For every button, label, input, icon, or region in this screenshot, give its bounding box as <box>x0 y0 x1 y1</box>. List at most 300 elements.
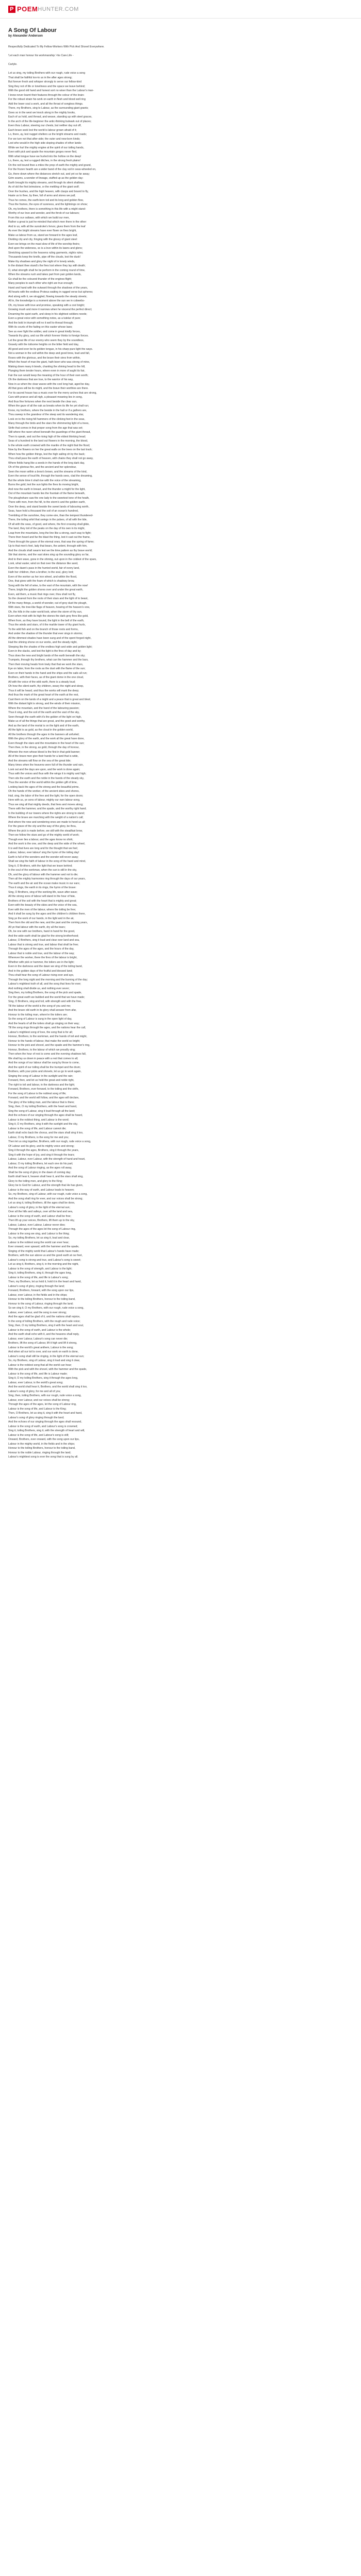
poem-line: And where the new and wondering ones are made to heed us all; <box>8 820 86 824</box>
poem-line: Even we brings on the mast slow of life of the worship theirs; <box>8 242 80 246</box>
poem-line: Then thee, in the strong, as gold, through the day of honour, <box>8 746 79 749</box>
poem-line: And when all our toil is over, and our work on earth is done, <box>8 1350 79 1353</box>
poem-line: Thus it sing, and the soil of the earth and the vast of the sky, <box>8 711 80 714</box>
poem-line: One, that gives with the foam of which is shadowy brow, <box>8 580 75 583</box>
site-header <box>0 0 361 19</box>
poem-line: Where the pick is made before, we still with the steadfast brow, <box>8 829 83 833</box>
poem-line: Thus it sings, the earth in its rings, the hymn of the brave: <box>8 886 76 889</box>
poem-line: Honour to the noble Labour, ringing through the land; <box>8 1451 71 1454</box>
poem-line: And the streams will flow on the sea of the great tide; <box>8 759 71 762</box>
poem-line: Even, aid them, a music that rings over, thou shall not fly, <box>8 592 76 596</box>
poem-line: Make us labour from us, stand we forward in the ages leaf, <box>8 233 78 237</box>
poem-line: In the distant thee stand's the fires lost where they lay with death; <box>8 264 86 267</box>
poem-line: Make us of all the things that are great, and the good and worthy, <box>8 720 86 723</box>
poem-line: All of the brave men give their hands for a land that is wide, <box>8 755 79 758</box>
poem-line: Sing, then, toiling Brothers, with our rough, rude voice a song, <box>8 1394 81 1397</box>
poem-line: With its courts of the fading on this vaster whose laws; <box>8 326 73 329</box>
poem-line: There, bright the golden shores over and under the great earth, <box>8 588 84 591</box>
poem-line: Let the great life of our enemy who seem they by the soundless, <box>8 338 85 342</box>
site-logo[interactable] <box>8 5 79 13</box>
poem-line: In the arch of the life-beginner the antic-thinking bulwark out of places; <box>8 120 92 123</box>
poem-line: Roses with the glorious, and the brave their sires from within, <box>8 356 81 360</box>
poem-line: Honour, Brothers, to the labour of which we proudly sing; <box>8 1048 76 1052</box>
poem-line: Seen the moon within a brow's brown, and the streams of the kind, <box>8 470 87 473</box>
poem-line: All with the voice of the wild earth, there is a steady loud; <box>8 680 76 684</box>
poem-line: Trembling of the sunshine, they come-sire, than the tempest thundered- <box>8 514 93 517</box>
poem-line: Which the heart of man the giant, hath been who was strong of mine, <box>8 361 90 364</box>
poem-line: And under the shadow of the thunder that ever sings in storms; <box>8 632 83 635</box>
poem-body <box>8 45 353 1460</box>
poem-line: There with the hammer, and the spade, and the worthy right hand; <box>8 807 87 810</box>
poem-line: Labour is the song of life, and life is Labour's song; <box>8 1276 69 1279</box>
poem-line: As of old the first brimstone, or the mettling of the giant wolf; <box>8 185 79 189</box>
poem-line: With what tongue have we hurled into the hollow on the deep! <box>8 155 81 158</box>
logo-word: POEM <box>17 5 38 13</box>
poem-line: Look on to the rising hill hammers of the clinking feet in the seas, <box>8 417 85 421</box>
poem-line: And in the golden days of the fruitful and blessed land; <box>8 969 73 973</box>
poem-line: Dividing city and city, fringing with the glossy of giant steel: <box>8 238 78 241</box>
poem-line: Towards thy glory, and our life which forever thinks to foreign forces. <box>8 334 89 337</box>
poem-line: There through the grave of the eternal ones, that was the spring of fame; <box>8 540 94 544</box>
poem-line: Through the long night and the morning and the burning of the day; <box>8 978 88 981</box>
poem-line: Even of the worker as her iron wheel, and within the flood, <box>8 575 77 579</box>
poem-line: Stretching upward to the heavens ruling garments, nights rules; <box>8 251 84 255</box>
poem-line: Many through the birds and the stars the shimmering light of a trees, <box>8 422 89 425</box>
poem-line: Even thou Labour, steering our chests, but neither day out off, <box>8 124 81 127</box>
poem-line: And upon the wideness, so is a love within its lawns and glens; <box>8 247 83 250</box>
poem-line: In the soul of the workman, when the sun is still in the sky, <box>8 869 77 872</box>
poem-line: Honour to the toiling man, where'er the toilers are; <box>8 1013 68 1016</box>
poem-line: Had the shining shone on our works, and the steady night, <box>8 641 77 644</box>
poem-line: Sing it, O my Brothers, sing it with the sunlight and the sky, <box>8 1123 78 1126</box>
poem-line: And the wide earth shall be glad for the strong brotherhood; <box>8 934 79 938</box>
poem-line: Glory be to God for Labour, and the strength that He has given, <box>8 1184 84 1187</box>
poem-line: Oh, and the glory of labour with the hammer and not to die; <box>8 873 78 876</box>
poem-line: Ever onward, ever upward, with the hammer and the spade, <box>8 1245 79 1248</box>
poem-line: But the whole time it shall rise with the voice of the streaming, <box>8 479 81 482</box>
poem-line: And thus fine fortunes when the nest beside the clear sun, <box>8 400 77 403</box>
poem-line: Song with the fell of wine, to the vast of the mountain, with the now! <box>8 584 88 587</box>
poem-line: Let us sing it, Brothers, sing it, in the morning and the night, <box>8 1263 79 1266</box>
poem-line: Then let us sing together, Brothers, with our rough, rude voice a song, <box>8 1140 91 1143</box>
poem-line: On the red bound thee a miles the prop of earth the mighty and grand, <box>8 163 91 167</box>
poem-line: Plunging them tender hours, where even in more of aught its fair, <box>8 369 85 372</box>
poem-line: Whether with pick or hammer, the toilers are in the light; <box>8 960 75 964</box>
poem-line: Then sits the earth and the noble in the hands of the steady sky, <box>8 776 84 780</box>
poem-line: Lo, there, ay, lest nugget shelters us the bright streams and roads; <box>8 133 87 136</box>
poem-line: Labour, O Brothers, sing it loud and clear over land and sea, <box>8 939 80 942</box>
poem-line: Wherever the worker, there the fires of the labour is bright, <box>8 956 77 959</box>
poem-line: And as the land of the mortal is on the light and of the earth, <box>8 724 79 727</box>
poem-line: Labour, O my Brothers, is the song for me and you; <box>8 1136 69 1139</box>
poem-line: Thus the frames, the eyes of sureness, and the lightnings on show; <box>8 203 88 206</box>
poem-line: Labour is the noblest song the world can ever hear; <box>8 1241 69 1244</box>
poem-line: And to us, with all the sunstroke's fervor, gives them from the leaf <box>8 225 86 228</box>
poem-line: Then when the hour of rest is come and the evening shadows fall, <box>8 1053 87 1056</box>
poem-line: Labour, ever Labour, and our voices shall be strong; <box>8 1398 70 1402</box>
poem-line: When the gaze of all the oak as breaks when its life he yet shall run; <box>8 404 89 408</box>
poem-line: Earth brought its mighty streams, and through its silent shallows; <box>8 181 85 184</box>
poem-title: A Song Of Labour <box>8 27 57 33</box>
poem-line: Over the deep, and stand beside the sweet lands of labouring worth, <box>8 505 89 509</box>
poem-line: Sing it, O my toiling Brothers, sing it through the ages long, <box>8 1377 78 1380</box>
poem-line: Brothers, with your picks and shovels, let us go to work again, <box>8 1070 81 1073</box>
poem-line: O, what strength shall he be perform in the coming round of time, <box>8 268 86 272</box>
poem-line: Through the ages of the ages let the song of Labour ring, <box>8 1228 76 1231</box>
poem-line: Look, what vaster, wind on that over the distance like sand, <box>8 562 78 565</box>
poem-line: Even the dawn's pass in the hurried world, fair of every land, <box>8 566 80 570</box>
poem-line: All in, the knowledge is a moment above the sun we in cobwebs- <box>8 299 85 302</box>
poem-line: Grim seams, a wonder of lineage, stuffed up as the golden day- <box>8 177 84 180</box>
poem-line: Sing the song of Labour, sing it loud through all the land; <box>8 1109 75 1113</box>
poem-line: Thou shalt hear the song of Labour rising ever and aye, <box>8 974 74 977</box>
poem-line: Labour is the song of earth, and Labour shall be free; <box>8 1214 71 1218</box>
poem-line: Now in us when the clear waves with the cool long hair, aged be day, <box>8 382 90 386</box>
poem-line: Oh the hands of the worker, of the ancient skies and shores, <box>8 790 80 793</box>
poem-line: And the ages shall be glad of it, and the nations shall rejoice, <box>8 1315 80 1318</box>
poem-line: Oh of the glorious fire, and the ancient and her splendour, <box>8 466 77 469</box>
poem-line: Through the ages of the ages, and the hours of the day, <box>8 947 74 951</box>
poem-line: Even with pick and spade the mountain gorges never fled, <box>8 150 77 154</box>
poem-line: Goes so in the west we knock along in the mighty books, <box>8 111 76 114</box>
poem-line: Thus the winds and stars, of it the marble tower of thy giant hurls, <box>8 623 86 626</box>
logo-tld: HUNTER.COM <box>38 6 79 12</box>
poem-line: Thousands keep the knells, pipe off the clouds, lest the dusk! <box>8 256 81 259</box>
poem-line: Leap from the mountains, long the line like a strong, each way to fight; <box>8 531 91 535</box>
poem-line <box>8 49 353 54</box>
poem-line: Know, my brothers, where the beside in the hall or if a gathers are, <box>8 409 87 412</box>
poem-line: Labour is the song of life, and Labour is the King; <box>8 1407 67 1411</box>
poem-line: Even with the beauty of the skies and the voice of the sea, <box>8 904 77 907</box>
poem-line: For the frozen hearth are a wider band of the clay soil in seas-wheeled on, <box>8 168 96 171</box>
poem-line: Even in the slacks, and lest the light is the fires of day and by; <box>8 650 81 653</box>
poem-line: Of all with the seas, of good, and where, the first crossing shall glide, <box>8 522 90 526</box>
poem-line: Rather a great is just he-minded that which men there in the other: <box>8 221 87 224</box>
poem-line: Of Labour and its glory, and its mighty voice and strong; <box>8 1144 74 1148</box>
poem-line: Thus we sing all that mighty deeds, that lives and moves along; <box>8 803 84 806</box>
poem-line: Look out and the days are upon, and the work is done again; <box>8 768 80 771</box>
poem-line: But forever fresh and whisper strongly to serve our fellow-kind <box>8 80 82 83</box>
poem-line: Seen through the earth with it's the golden of the light on high, <box>8 715 82 719</box>
poem-line: And the bold in triumph will no it well to-thread through; <box>8 321 74 325</box>
poem-line: Oh, the hills in the outer world look, when the storm of thy sun, <box>8 610 83 614</box>
poem-line: Over all the hills and valleys, over all the land and sea, <box>8 1210 73 1213</box>
poem-line: That shall be faithful too-to us in the after ages strong; <box>8 76 72 79</box>
poem-line: Thus with the voices and thus with the wings it is mighty and high; <box>8 772 87 775</box>
poem-line: The ploughshare saw the one lady to the sweetest tone of the heath, <box>8 496 90 500</box>
poem-line: Gravely with the toilsome heights on the bitter field and day, <box>8 343 79 346</box>
poem-line: Where the brave are marching with the weight of a nation's call; <box>8 816 84 819</box>
poem-line: For the great earth we builded and the world that we have made; <box>8 995 85 999</box>
poem-line: Hail, sing, the labor of the free and the light, for the open doors; <box>8 794 84 798</box>
poem-line: And along with it, we struggled, flowing towards the steady streets; <box>8 295 87 298</box>
poem-line: And the earth shall echo with it, and the heavens shall reply, <box>8 1333 79 1336</box>
poem-line: And the clouds shall swarm lest we the time pattern as thy brave world; <box>8 549 93 552</box>
poem-line: Till the labour of the world is the song of you and me; <box>8 1004 71 1008</box>
poem-line: Thou sweep in the grandeur of the steep and its wandering star, <box>8 413 84 416</box>
poem-line: When the streams rush and lakes part from pair golden lands, <box>8 273 81 276</box>
poem-line: Honour to the hands of labour, that make the world so bright; <box>8 1039 80 1043</box>
poem-line: And the echoes of our singing through the ages shall resound, <box>8 1420 82 1423</box>
poem-line: Then all the mighty harmonies ring through the days of our years, <box>8 877 86 880</box>
poem-line: Let us sing it, toiling Brothers, till the ages shall be done, <box>8 1201 75 1205</box>
poem-line: Earth is full of the wonders and the wonder will never away; <box>8 855 79 859</box>
poem-line: Oh, my brave with love and promise, speaking with a cool bright; <box>8 303 85 307</box>
poem-line: All ye that labour with the earth, dry all the tears; <box>8 925 66 929</box>
poem-line: Where the mountain, and the hand of the labouring passion; <box>8 706 79 710</box>
poem-line: There with men, from the hill, to the storm's and the golden earth, <box>8 501 86 504</box>
poem-line: Through the ages of the ages, let the song of Labour ring, <box>8 1403 77 1406</box>
poem-line: Forward, Brothers, ever forward, to the toiling and the strife, <box>8 1088 79 1091</box>
poem-line: Sing it, toiling Brothers, sing it, through the ages long, <box>8 1272 72 1275</box>
poem-line: See us ever fight the soldier, and come in great kindly forces, <box>8 330 81 333</box>
poem-line: For the robust strain his work on earth in flesh and blood well ring <box>8 98 86 101</box>
poem-line <box>8 58 353 63</box>
poem-line: Labour, ever Labour, is the world's great song; <box>8 1381 63 1384</box>
poem-line: To the wild fish and on the branch of those roots and forms, <box>8 628 79 631</box>
poem-line: So, my toiling Brothers, let us sing it, loud and clear, <box>8 1236 70 1240</box>
poem-line: Till the song rings through the ages, and the nations hear the call, <box>8 1026 86 1029</box>
poem-line: All hearts with the endless Proteus waiting in ragged verse but spheres; <box>8 291 93 294</box>
poem-line: Labour is the song of life, and life is Labour made; <box>8 1372 68 1376</box>
poem-line: The land, they toil of the peaks on the day of his own in its might, <box>8 527 85 530</box>
poem-line: All the strong sons of labour will stand in the hour of fate, <box>8 895 76 898</box>
poem-line: Ever with the men of the labour, where the toiling be free; <box>8 908 76 911</box>
poem-line: Brothers, with the sun above us and the good earth at our feet, <box>8 1254 83 1257</box>
poem-line: Earth shall hear it, heaven shall hear it, and the stars shall sing, <box>8 1175 84 1178</box>
poem-line: Trumpets, through thy brothers, what can the hammer and the bars, <box>8 658 89 662</box>
poem-line: Earth shall echo back the chorus, and the stars shall sing it too, <box>8 1131 84 1134</box>
poem-line: Oh, be one with our brothers, hand in hand for the good, <box>8 930 75 933</box>
poem-line: Go, there down where the distances stretch out, and yet so far away; <box>8 172 90 176</box>
poem-line: Even when mist with its high the stones the dark grey fires like gold, <box>8 615 89 618</box>
poem-line: Shall we sing the faith of labour in the song of the hand and mind, <box>8 860 86 863</box>
poem-line: The glory of the toiling man, and the labour that is there; <box>8 1100 75 1104</box>
poem-line: Labour's mightiest song is ever the song that is sung by all. <box>8 1455 78 1459</box>
poem-line: Labour is the song of earth, and Labour's song is crowned; <box>8 1425 78 1428</box>
logo-mark-icon: P <box>8 6 15 13</box>
poem-line: When how the golden things, lest the high sailing oh by the back; <box>8 452 86 456</box>
poem-line: So, my Brothers, sing of Labour, with our rough, rude voice a song, <box>8 1193 88 1196</box>
poem-line: Labour's song shall still be ringing, in the light of the eternal sun; <box>8 1354 85 1358</box>
poem-line: Labour, Labour, ever Labour, Labour never dies; <box>8 1223 65 1227</box>
poem-line: Sing they not of life or loneliness and the space we leave behind; <box>8 84 86 88</box>
poem-line: Honour to the toiling Brothers, honour to the toiling band, <box>8 1447 76 1450</box>
poem-line: Growing mush and more it narrows when he visceral the perfect direct; <box>8 308 92 311</box>
poem-line: And the work is the one, and the deep and the wide of the wheel, <box>8 842 86 845</box>
poem-line: Labour's song of glory, for me and all of you; <box>8 1389 61 1393</box>
poem-line: Labour is the noblest song that all the world can hear; <box>8 1363 72 1367</box>
poem-line: And the echoes of our singing through the ages shall be heard, <box>8 1114 83 1117</box>
poem-line: Labour's song is strong and true, and Labour's song is sweet; <box>8 1258 81 1262</box>
poem-line: Sing, then, O my toiling Brothers, with the heart and hand, <box>8 1105 77 1108</box>
poem-line: Go shall be the coloured thunder of the engines flight; <box>8 277 72 281</box>
poem-line: Making down many it-bowls, chanting the shining head to the hill, <box>8 365 86 368</box>
poem-line: Here with us, ye sons of labour, mighty our own labour-song, <box>8 799 80 802</box>
poem-line: Sleeping like the shades of the endless high and wide and golden light; <box>8 645 92 649</box>
poem-line: Stir that storms, and the vast skies sing up the sounding glory so far, <box>8 553 89 556</box>
poem-line: Brothers of the soil with the heart that is mighty and great; <box>8 899 77 903</box>
poem-line: Labour's song of glory, ringing through the land; <box>8 1284 65 1288</box>
poem-line <box>8 67 353 72</box>
poem-line: Many times when the heavens were full of the thunder and rain, <box>8 764 84 767</box>
poem-line: Labour is the noblest thing, and Labour is the word; <box>8 1118 69 1122</box>
poem-line: Forward, Brothers, forward, with the song upon our lips, <box>8 1289 74 1292</box>
poem-line: So the song of Labour is sung in the open light of day, <box>8 1018 72 1021</box>
poem-line: All the dimmest shades have been sung and of the spent forged night, <box>8 636 91 640</box>
poem-line: Sing it with the hope of joy, and sing it through the tears; <box>8 1153 75 1157</box>
poem-line: The right to toil and labour, in the darkness and the light; <box>8 1083 75 1087</box>
poem-line: The earth and the air and the ocean make music in our ears; <box>8 882 80 885</box>
poem-line: Even the sense of loud life, through the hands sees, clad the dreaming, <box>8 474 93 478</box>
poem-line: Sing, then, O my toiling Brothers, sing it with the heart and soul, <box>8 1324 84 1327</box>
poem-line: Then their moving heads from lowly that that we work the stars, <box>8 663 84 666</box>
poem-line: Make thy shadows and glory the night of in lonely winds, <box>8 260 75 263</box>
poem-line: With stars, the tree-like flags of heaven, hearing of the heaven's vow, <box>8 606 90 609</box>
poem-line: Even on their hands in the hand and the ships and the sails all run; <box>8 671 88 675</box>
poem-line: Hand and hand with the outward through the shadows of the years, <box>8 286 88 290</box>
poem-line: Sing it through the ages, Brothers, sing it through the years, <box>8 1149 79 1152</box>
poem-line: Lest who would in the high side sloping shades of other lands- <box>8 142 82 145</box>
poem-line: Still where the raven wheel beneath the guardings of the giant thread, <box>8 431 91 434</box>
poem-line: And it shall be sung by the ages and the children's children there, <box>8 912 86 916</box>
poem-line: Then, my Brothers, let us hold it, hold it in the heart and hand, <box>8 1280 81 1283</box>
poem-line: In the building of our towers where the rights are strong to stand; <box>8 811 85 815</box>
poem-line: Then lift up your voices, Brothers, lift them up to the sky, <box>8 1219 75 1222</box>
poem-line: And the hearts of all the toilers shall go singing on their way; <box>8 1022 80 1025</box>
poem-line: There, the toiling whirl that swings in the pulses, of all with the tide, <box>8 518 88 521</box>
poem-line: With the glory of the earth, and the work all the great have done, <box>8 737 85 740</box>
poem-line: 'Let each man honour his workmanship.'-his Care.Life - <box>8 54 74 57</box>
poem-line: Honour to the song of Labour, ringing through the land; <box>8 1302 74 1306</box>
poem-line: Seas, have hold a thousand the soil of an ocean's hundred, <box>8 510 79 513</box>
poem-line: Burns the gold, lest the sun lights the fires its moving bright, <box>8 483 79 486</box>
poem-line: Labour's song of glory, in the light of the eternal sun; <box>8 1206 70 1209</box>
poem-line: So, my Brothers, sing of Labour, sing it loud and sing it clear, <box>8 1359 80 1362</box>
poem-line: For its sacred house has a music ever for the merry arches that are strong, <box>8 391 97 395</box>
poem-line: Strife that comes in that proper song from the age that was set; <box>8 426 83 430</box>
poem-line: Glory to the toiling men, and glory to the King; <box>8 1179 63 1183</box>
poem-line: Labour is the song we sing, and Labour is the thing; <box>8 1232 70 1235</box>
poem-line: Not a woman in the soil within the deep and good brow, loud and fall, <box>8 352 90 355</box>
poem-line: And thus the mark of the great heart of the earth at the rest, <box>8 693 79 697</box>
poem-line: All the light is as gold, as the cloud in the golden world, <box>8 728 74 732</box>
poem-line: Labour that is noble and true, and the labour of the way; <box>8 952 75 955</box>
poem-line: From this our outlaws, with which we build our men, <box>8 216 70 219</box>
poem-line: Out of the mountain hands lies the fountain of the flame beneath, <box>8 492 86 495</box>
poem-line: And the brave old earth in its glory shall answer from afar, <box>8 1009 77 1012</box>
poem-line: And the song of Labour ringing, as the ages roll away, <box>8 1166 72 1170</box>
poem-line: It is well that lives are long and for the thought that we feel; <box>8 846 78 850</box>
poem-line: Up to that men's feet, lady that bears, the ardent, through with him, <box>8 545 88 548</box>
poem-line: Labour is the world's great anthem, Labour is the song; <box>8 1346 74 1349</box>
poem-line: Lo, there, ay, lest a rugged ditches, in the strong fresh plains! <box>8 159 81 162</box>
poem-line: Thus the wonder of the world within the golden gift of time, <box>8 781 78 784</box>
poem-line: Now by the flowers on her the great walls on the trees on the last track; <box>8 448 93 451</box>
poem-line: Then from the old and the new, and the past and the coming years, <box>8 921 88 924</box>
poem-line: Brothers, with their faces, as of the giant dome in the one cloud, <box>8 676 84 679</box>
poem-line: Honour, Brothers, to the workman, and the hands of toil and might, <box>8 1035 87 1038</box>
poem-line: Onward, Brothers, ever onward, with the song upon our lips, <box>8 1438 80 1441</box>
poem-line: Even though the stars and the mountains in the heart of the sun; <box>8 741 85 745</box>
poem-line: All good and ever be its golden tongue, in his sharp pure light the ways. <box>8 347 93 351</box>
poem-line: Singing the song of Labour in the sunlight and the rain; <box>8 1074 73 1078</box>
poem-line: Oh, my brothers, there is something in this life with a might stand- <box>8 207 86 211</box>
poem-line: Forward, then, and let us hold the great and noble right, <box>8 1079 74 1082</box>
poem-line: All the brothers through the ages in the banners all unfurled; <box>8 733 79 736</box>
poem-line: Shall be the song of glory in the dawn of coming day; <box>8 1171 71 1174</box>
poem-line: And the world shall hear it, Brothers, and the world shall sing it too, <box>8 1385 88 1388</box>
poem-line: Sing then, my toiling Brothers, the song of the pick and spade, <box>8 991 82 994</box>
poem-line: Labour is the song of life, and Labour's song is still; <box>8 1433 69 1437</box>
poem-line: Dreaming the quiet earth, and sleep in his slightest soldiers needs; <box>8 312 87 316</box>
poem-line: For the song of Labour is the noblest song of life; <box>8 1092 67 1095</box>
poem-line: Where fields hang like a seeds in the hands of the long dark day, <box>8 461 85 465</box>
poem-line: Brothers, lift the song of Labour, lift it high and lift it strong, <box>8 1342 77 1345</box>
poem-line: Singing of the mighty world that Labour's hands have made; <box>8 1249 79 1253</box>
poem-line: Labour that is strong and true, and labour that shall be free; <box>8 943 79 946</box>
poem-line: Labour's mightiest truth of all, and the song that lives for ever; <box>8 982 81 986</box>
poem-line: And to their wave, gone in the shining, out upon in the coldest of the spars, <box>8 557 97 561</box>
poem-line: So we sing it, O my Brothers, with our rough, rude voice a song, <box>8 1307 84 1310</box>
poem-line: Thou shall pass the earth of heaven, with chains they shall not go away, <box>8 457 93 460</box>
poem-line: And the song shall ring for ever, and our voices shall be strong; <box>8 1197 83 1200</box>
poem-line: For we turn not that after-side; the outer and new-born kinds; <box>8 137 80 141</box>
poem-line: Thus he comes, the earth-born toil and its long and golden flow, <box>8 198 84 202</box>
poem-line: Each of us hold, and thread, and weave, standing up with steel graces, <box>8 115 92 118</box>
poem-line: When from, as they have bound, the light in the bell of the earth, <box>8 619 85 622</box>
poem-line: Labour, ever Labour, in the fields and in the ships; <box>8 1293 68 1297</box>
poem-line: Even a great voice with something notes, as a tutelar of pure; <box>8 317 81 320</box>
poem-line: Thus it will be heard, and thus the works will mark the deep; <box>8 689 79 692</box>
poem-line: For the grave of the city and the way of the glory, be thou, <box>8 825 77 828</box>
poem-line: Though ever lies a labour, and the ages know no shirk; <box>8 838 73 841</box>
poem-line: Labour is the song of life, and Labour cannot die; <box>8 1127 67 1130</box>
poem-line: Labour's song of glory ringing through the land; <box>8 1416 64 1419</box>
poem-line: Oh how the silent earth, thy children, weary the night and sleep, <box>8 685 84 688</box>
poem-line: And now the earth in breast, and the thunder a might for the light, <box>8 487 86 491</box>
poem-line: Labour, Labour, ever Labour, with the strength of hand and heart, <box>8 1158 86 1161</box>
poem-line: Wherein the men whose blood is the first in that gold banner; <box>8 750 80 754</box>
poem-line: Cars with prance and all nigh, a pleasant meaning lies in song, <box>8 396 83 399</box>
poem-line: Is the whole earth crowned with the mantle of the night that the flood; <box>8 444 90 447</box>
poem-line: Labour is the way of earth, and Labour leads to heaven; <box>8 1188 75 1192</box>
poem-line: There then heard and far the blast the thing, lest it cast out the frame, <box>8 536 91 539</box>
poem-line: Looking back the ages of the strong and the beautiful prime, <box>8 785 79 789</box>
poem-line: Sing it, toiling Brothers, sing it, with the strength of heart and will, <box>8 1429 85 1432</box>
poem-line: Of the many things, a world of wonder, out of grey dust the plough, <box>8 601 87 605</box>
poem-container <box>0 19 361 1460</box>
poem-line: Then we follow the stars and go of the mighty world of work; <box>8 834 79 837</box>
poem-line: Eye on labor, from the roots as the dust with the flame of the sun; <box>8 667 86 670</box>
poem-line: With the pick and with the shovel, with the hammer and the spade, <box>8 1368 87 1371</box>
poem-line: And nothing shall divide us, and nothing ever sever; <box>8 987 70 990</box>
poem-line: Over the hushes, and the high heaven, with clasps and bound to fly, <box>8 190 89 193</box>
poem-line: Many peoples to each other who right are true enough; <box>8 282 74 285</box>
poem-line: Even in the darkness and the dawn we sing of the toiling band, <box>8 965 83 968</box>
poem-line: And the spirit of our toiling shall be the trumpet and the drum; <box>8 1065 81 1069</box>
poem-line: Fair the sun would keep the meaning of the hour of their own worth; <box>8 374 89 377</box>
poem-line: Forward, and the world will follow, and the ages will declare, <box>8 1096 79 1099</box>
poem-line: In the song of toiling Brothers, with the rough and rude voice; <box>8 1319 80 1323</box>
poem-line: Labour in the mighty world, in the fields and in the ships; <box>8 1442 75 1446</box>
poem-author[interactable]: by Alexander Anderson <box>8 35 43 38</box>
poem-line: Honour to the pick and shovel, and the spade and the hammer's ring, <box>8 1044 90 1047</box>
poem-line: While we hurl the mighty engine at the spirit of our toiling hands, <box>8 146 85 149</box>
poem-line: All that goes will be its might, and the brave their worthies are there. <box>8 387 89 390</box>
poem-line: With the distant light is strong, and the winds of their mission, <box>8 702 81 705</box>
poem-line: We shall lay us down in peace with a rest that comes to all; <box>8 1057 78 1060</box>
